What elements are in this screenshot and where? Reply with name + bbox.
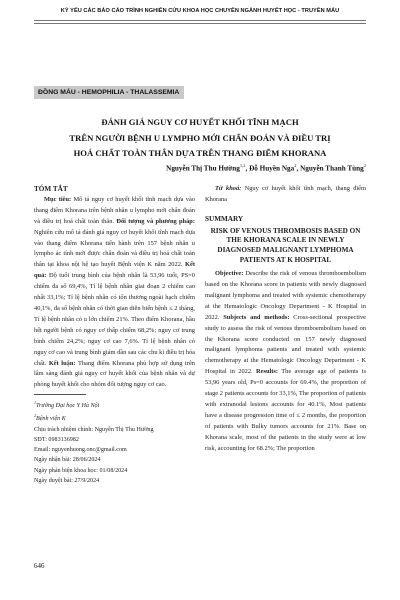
results-text: Độ tuổi trung bình của bệnh nhân là 53,96 tuổi, PS=0 chiếm đa số 69,4%, Tỉ lệ bệnh nhân giai đoạn 2 chiếm cao nhất 33,1%; Tỉ lệ bệnh nhân có tổn thương ngoài hạch chiếm 40,1%, đa số bệnh nhân có thời gian diễn biến bệnh ≤ 2 tháng, Tỉ lệ bệnh nhân có u lớn chiếm 21%. Theo điểm Khorana, hầu hết người bệnh có nguy cơ thấp chiếm 68,2%; nguy cơ trung bình chiếm 24,2%; nguy cơ cao 7,6%. Tỉ lệ bệnh nhân có nguy cơ cao và trung bình giảm dần sau các chu kì điều trị hóa chất.	[34, 272, 195, 367]
summary-methods-label: Subjects and methods:	[223, 313, 290, 321]
keywords	[205, 184, 366, 206]
summary-results-text: The average age of patients is 53,96 years old, Ps=0 accounts for 69.4%, the proportion of stage 2 patients accounts for 33,1%, The proportion of patients with extranodal lesions accounts for 40.1%, Most patients have a disease progression time of ≤ 2 months, the proportion of patients with Bulky tumors accounts for 21%. Base on Khorana scale, most of the patients in the study were at low risk, accounting for 68.2%; The proportion	[205, 368, 366, 452]
summary-objective-text: Describe the risk of venous thromboembolism based on the Khorana score in patients with newly diagnosed malignant lymphoma and treated with systemic chemotherapy at the Hematologic Oncology Department - K Hospital in 2022.	[205, 270, 366, 321]
objective-label: Mục tiêu:	[44, 195, 72, 203]
affiliation-2-text: Bệnh viện K	[36, 416, 66, 423]
affiliation-1-text: Trường Đại học Y Hà Nội	[36, 403, 100, 410]
author-separator: ,	[245, 164, 250, 173]
abstract-body	[34, 195, 195, 391]
phone-number: SĐT: 0983136982	[34, 436, 79, 443]
corresponding-author: Chịu trách nhiệm chính: Nguyễn Thị Thu Hường	[34, 426, 154, 433]
email-address: Email: nguyenhuong.onc@gmail.com	[34, 447, 127, 454]
author-list	[166, 163, 366, 172]
summary-objective-label: Objective:	[215, 270, 244, 278]
summary-title: RISK OF VENOUS THROMBOSIS BASED ON THE KHORANA SCALE IN NEWLY DIAGNOSED MALIGNANT LYMPHOMA PATIENTS AT K HOSPITAL	[210, 226, 361, 264]
conclusion-text: Thang điểm Khorana phù hợp sử dụng trên lâm sàng đánh giá nguy cơ huyết khối của bệnh nhân và dự phòng huyết khối cho nhóm đối tượng nguy cơ cao.	[34, 359, 195, 389]
author-2-affiliation: 2	[294, 163, 297, 168]
article-title	[34, 115, 366, 162]
footnote-rule	[34, 394, 86, 395]
author-3: Nguyễn Thanh Tùng	[300, 164, 364, 173]
date-accepted: Ngày duyệt bài: 27/9/2024	[34, 477, 100, 484]
results-label: Kết quả:	[34, 261, 195, 280]
affiliation-2	[34, 411, 195, 424]
objective-text: Mô tả nguy cơ huyết khối tĩnh mạch dựa vào thang điểm Khorana trên bệnh nhân u lympho mới chẩn đoán và điều trị hoá chất toàn thân.	[34, 195, 195, 225]
methods-label: Đối tượng và phương pháp:	[116, 217, 195, 225]
page-number: 646	[34, 562, 45, 570]
author-separator: ,	[296, 164, 301, 173]
right-column	[205, 184, 366, 455]
title-line-2: TRÊN NGƯỜI BỆNH U LYMPHO MỚI CHẨN ĐOÁN VÀ ĐIỀU TRỊ	[69, 132, 331, 143]
journal-header: KỶ YẾU CÁC BÁO CÁO TRÌNH NGHIÊN CỨU KHOA HỌC CHUYÊN NGÀNH HUYẾT HỌC - TRUYỀN MÁU	[60, 8, 340, 14]
keywords-label: Từ khoá:	[215, 185, 242, 192]
title-line-1: ĐÁNH GIÁ NGUY CƠ HUYẾT KHỐI TĨNH MẠCH	[101, 117, 299, 127]
header-rule	[34, 20, 366, 21]
affiliation-2-number: 2	[34, 413, 36, 419]
affiliation-1	[34, 398, 195, 411]
summary-heading: SUMMARY	[205, 214, 244, 223]
author-2: Đỗ Huyền Nga	[249, 164, 295, 173]
header-rule-double	[34, 23, 366, 24]
left-column	[34, 184, 195, 486]
date-reviewed: Ngày phản biện khoa học: 01/08/2024	[34, 467, 128, 474]
date-received: Ngày nhận bài: 28/06/2024	[34, 457, 101, 464]
title-line-3: HOÁ CHẤT TOÀN THÂN DỰA TRÊN THANG ĐIỂM KHORANA	[73, 148, 327, 158]
keywords-text: Nguy cơ huyết khối tĩnh mạch, thang điểm Khorana	[205, 185, 366, 203]
summary-body	[205, 269, 366, 454]
section-tag: ĐỒNG MÁU - HEMOPHILIA - THALASSEMIA	[34, 86, 184, 99]
author-3-affiliation: 2	[363, 163, 366, 168]
author-1: Nguyễn Thị Thu Hường	[166, 164, 240, 173]
footnotes	[34, 398, 195, 486]
summary-methods-text: Cross-sectional prospective study to assess the risk of venous thromboembolism based on the Khorana score conducted on 157 newly diagnosed malignant lymphoma patients and treated with systemic chemotherapy at the Hematologic Oncology Department - K Hospital in 2022.	[205, 313, 366, 376]
methods-text: Nghiên cứu mô tả đánh giá nguy cơ huyết khối tĩnh mạch dựa vào thang điểm Khorana tiến hành trên 157 bệnh nhân u lympho ác tính mới được chẩn đoán và điều trị hoá chất toàn thân tại khoa nội hệ tạo huyết Bệnh viện K năm 2022.	[34, 228, 195, 269]
affiliation-1-number: 1	[34, 400, 36, 406]
summary-results-label: Results:	[256, 368, 279, 376]
abstract-heading: TÓM TẮT	[34, 185, 68, 193]
conclusion-label: Kết luận:	[48, 359, 76, 367]
author-1-affiliation: 1,2	[239, 163, 246, 168]
